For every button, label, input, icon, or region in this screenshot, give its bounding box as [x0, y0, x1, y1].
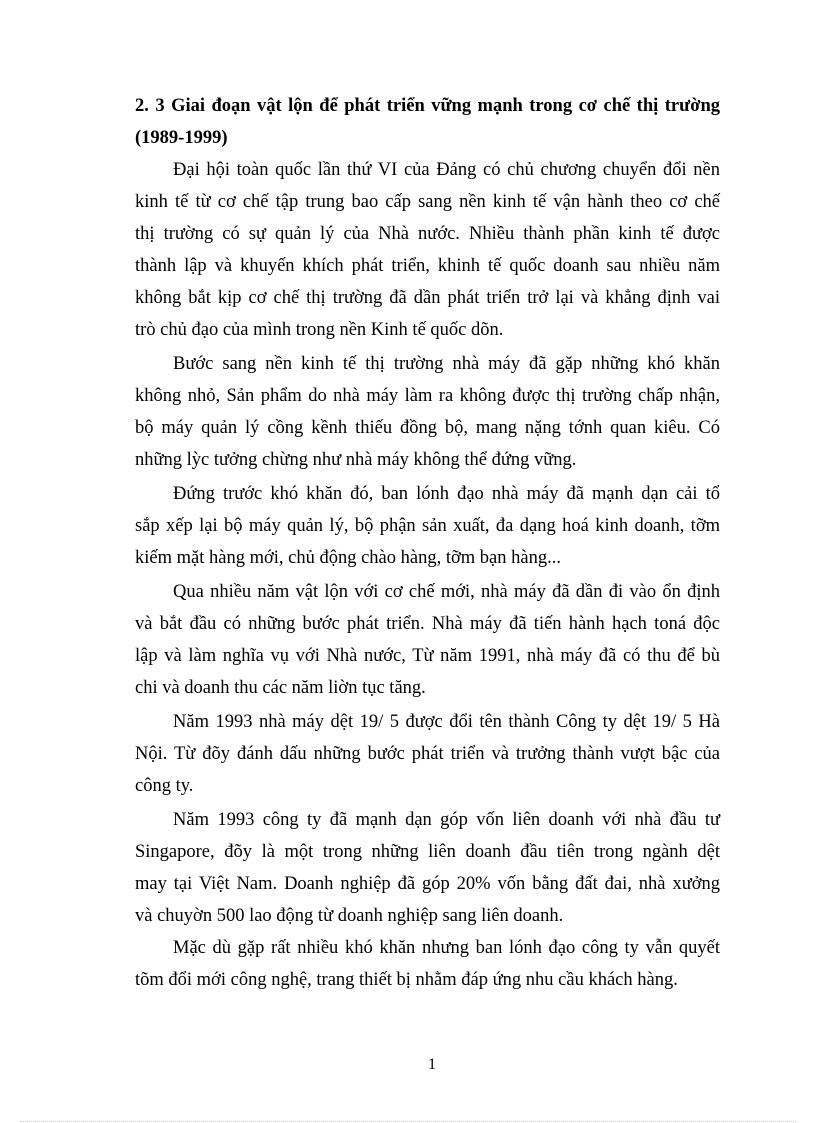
paragraph-line: Đại hội toàn quốc lần thứ VI của Đảng có chủ chương chuyển đổi nền [173, 160, 720, 180]
page-bottom-dotted-rule [20, 1121, 796, 1122]
paragraph-line: Nội. Từ đõy đánh dấu những bước phát triển và trưởng thành vượt bậc của [135, 744, 720, 764]
section-heading: 2. 3 Giai đoạn vật lộn để phát triển vững mạnh trong cơ chế thị trường [135, 96, 720, 116]
page-number: 1 [428, 1056, 436, 1073]
paragraph-line: lập và làm nghĩa vụ với Nhà nước, Từ năm 1991, nhà máy đã có thu để bù [135, 646, 720, 666]
paragraph-line: không bắt kịp cơ chế thị trường đã dần phát triển trở lại và khẳng định vai [135, 288, 720, 308]
section-heading-years: (1989-1999) [135, 128, 228, 148]
paragraph-line: và chuyờn 500 lao động từ doanh nghiệp sang liên doanh. [135, 906, 564, 926]
paragraph-line: tõm đổi mới công nghệ, trang thiết bị nhằm đáp ứng nhu cầu khách hàng. [135, 970, 678, 990]
paragraph-line: và bắt đầu có những bước phát triển. Nhà máy đã tiến hành hạch toná độc [135, 614, 720, 634]
paragraph-line: chi và doanh thu các năm liờn tục tăng. [135, 678, 426, 698]
paragraph-line: Singapore, đõy là một trong những liên doanh đầu tiên trong ngành dệt [135, 842, 720, 862]
paragraph-line: thị trường có sự quản lý của Nhà nước. Nhiều thành phần kinh tế được [135, 224, 720, 244]
paragraph-line: Năm 1993 nhà máy dệt 19/ 5 được đổi tên thành Công ty dệt 19/ 5 Hà [173, 712, 720, 732]
paragraph-line: Mặc dù gặp rất nhiều khó khăn nhưng ban lónh đạo công ty vẫn quyết [173, 938, 720, 958]
paragraph-line: thành lập và khuyến khích phát triển, khinh tế quốc doanh sau nhiều năm [135, 256, 720, 276]
paragraph-line: Qua nhiều năm vật lộn với cơ chế mới, nhà máy đã dần đi vào ổn định [173, 582, 720, 602]
paragraph-line: kinh tế từ cơ chế tập trung bao cấp sang nền kinh tế vận hành theo cơ chế [135, 192, 720, 212]
paragraph-line: Năm 1993 công ty đã mạnh dạn góp vốn liên doanh với nhà đầu tư [173, 810, 720, 830]
paragraph-line: công ty. [135, 776, 194, 796]
paragraph-line: kiếm mặt hàng mới, chủ động chào hàng, tỡm bạn hàng... [135, 548, 561, 568]
paragraph-line: không nhỏ, Sản phẩm do nhà máy làm ra không được thị trường chấp nhận, [135, 386, 720, 406]
paragraph-line: những lỳc tưởng chừng như nhà máy không thể đứng vững. [135, 450, 577, 470]
paragraph-line: bộ máy quản lý cồng kềnh thiếu đồng bộ, mang nặng tớnh quan kiêu. Có [135, 418, 720, 438]
paragraph-line: sắp xếp lại bộ máy quản lý, bộ phận sản xuất, đa dạng hoá kinh doanh, tỡm [135, 516, 720, 536]
paragraph-line: trò chủ đạo của mình trong nền Kinh tế quốc dõn. [135, 320, 504, 340]
paragraph-line: may tại Việt Nam. Doanh nghiệp đã góp 20% vốn bằng đất đai, nhà xưởng [135, 874, 720, 894]
paragraph-line: Đứng trước khó khăn đó, ban lónh đạo nhà máy đã mạnh dạn cải tổ [173, 484, 720, 504]
paragraph-line: Bước sang nền kinh tế thị trường nhà máy đã gặp những khó khăn [173, 354, 720, 374]
